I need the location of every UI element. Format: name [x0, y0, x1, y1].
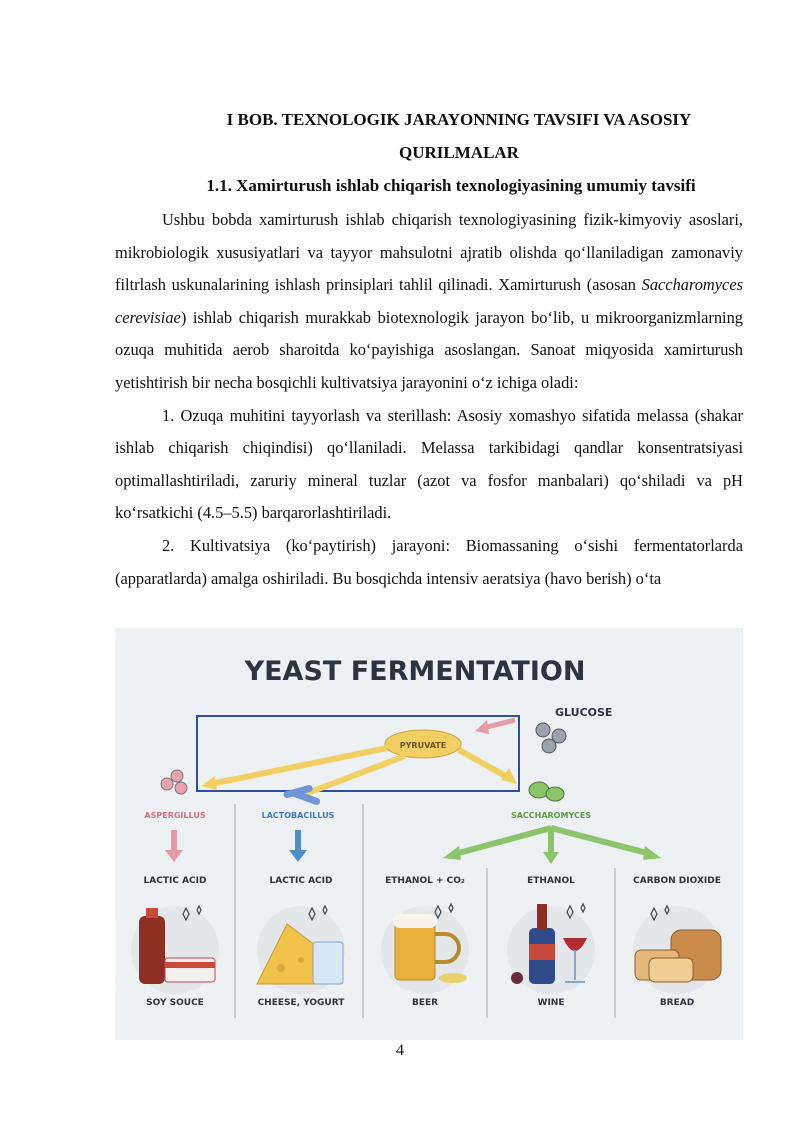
bread-illustration — [633, 906, 721, 994]
beer-illustration — [381, 906, 469, 994]
chapter-title-line2: QURILMALAR — [399, 143, 519, 162]
paragraph-3: 1. Ozuqa muhitini tayyorlash va sterillash: Asosiy xomashyo sifatida melassa (shakar ishlab chiqarish chiqindisi) qo‘llaniladi. Melassa tarkibidagi qandlar konsentratsiyasi optimallashtiriladi, zaruriy mineral tuzlar (azot va fosfor manbalari) qo‘shiladi va pH ko‘rsatkichi (4.5–5.5) barqarorlashtiriladi. — [115, 405, 743, 523]
food-label-5: BREAD — [659, 998, 695, 1008]
body-text — [115, 204, 743, 595]
glucose-label: GLUCOSE — [555, 706, 613, 719]
section-title: 1.1. Xamirturush ishlab chiqarish texnologiyasining umumiy tavsifi — [206, 176, 696, 195]
paragraph-2-text-a: Xamirturush (asosan — [498, 275, 642, 295]
product-label-1: LACTIC ACID — [143, 876, 207, 886]
figure-title: YEAST FERMENTATION — [244, 656, 586, 687]
species-name: Saccharomyces cerevisiae — [115, 275, 743, 327]
product-label-2: LACTIC ACID — [269, 876, 333, 886]
product-label-3: ETHANOL + CO₂ — [385, 876, 465, 886]
paragraph-1 — [115, 204, 743, 400]
paragraph-4: 2. Kultivatsiya (ko‘paytirish) jarayoni: Biomassaning o‘sishi fermentatorlarda (apparatlarda) amalga oshiriladi. Bu bosqichda intensiv aeratsiya (havo berish) o‘ta — [115, 535, 743, 588]
yeast-fermentation-figure — [115, 628, 743, 1040]
product-label-4: ETHANOL — [527, 876, 575, 886]
pyruvate-label: PYRUVATE — [399, 741, 447, 750]
organism-label-saccharomyces: SACCHAROMYCES — [510, 811, 592, 820]
product-label-5: CARBON DIOXIDE — [633, 876, 721, 886]
food-label-1: SOY SOUCE — [146, 998, 204, 1008]
cheese-yogurt-illustration — [257, 906, 345, 994]
food-label-2: CHEESE, YOGURT — [257, 998, 345, 1008]
chapter-title-line1: I BOB. TEXNOLOGIK JARAYONNING TAVSIFI VA ASOSIY — [226, 110, 692, 129]
paragraph-1-text: Ushbu bobda xamirturush ishlab chiqarish texnologiyasining fizik-kimyoviy asoslari, mikrobiologik xususiyatlari va tayyor mahsulotni ajratib olishda qo‘llaniladigan zamonaviy filtrlash uskunalarining ishlash prinsiplari tahlil qilinadi. — [115, 210, 743, 295]
food-label-4: WINE — [537, 998, 565, 1008]
organism-label-aspergillus: ASPERGILLUS — [144, 811, 206, 820]
soy-sauce-illustration — [131, 906, 219, 994]
page-number: 4 — [396, 1042, 404, 1059]
organism-label-lactobacillus: LACTOBACILLUS — [261, 811, 335, 820]
food-label-3: BEER — [411, 998, 439, 1008]
paragraph-2-text-b: ) ishlab chiqarish murakkab biotexnologik jarayon bo‘lib, u mikroorganizmlarning ozuqa muhitida aerob sharoitda ko‘payishiga asoslangan. Sanoat miqyosida xamirturush yetishtirish bir necha bosqichli kultivatsiya jarayonini o‘z ichiga oladi: — [115, 307, 743, 392]
